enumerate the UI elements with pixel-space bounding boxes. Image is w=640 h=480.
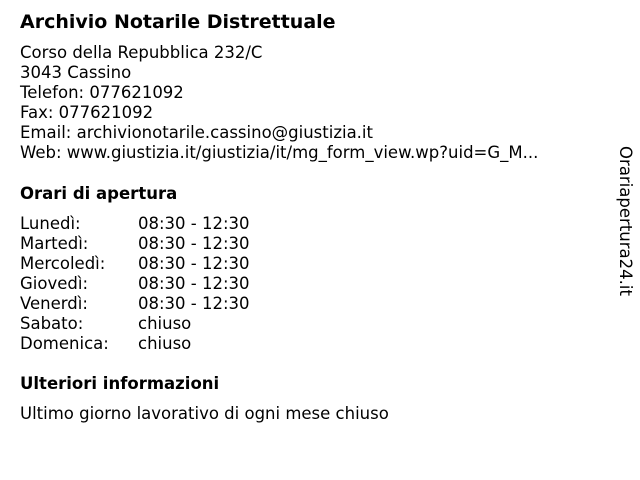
time-value: 08:30 - 12:30	[138, 294, 250, 313]
time-value: 08:30 - 12:30	[138, 254, 250, 273]
day-label: Giovedì:	[20, 274, 88, 293]
day-label: Sabato:	[20, 314, 84, 333]
fax-line: Fax: 077621092	[20, 103, 154, 122]
time-value: 08:30 - 12:30	[138, 234, 250, 253]
day-label: Domenica:	[20, 334, 109, 353]
info-text: Ultimo giorno lavorativo di ogni mese chiuso	[20, 404, 389, 423]
address-line-1: Corso della Repubblica 232/C	[20, 43, 263, 62]
day-label: Venerdì:	[20, 294, 88, 313]
hours-row	[20, 214, 320, 234]
hours-row	[20, 234, 320, 254]
hours-row	[20, 314, 320, 334]
hours-table	[20, 214, 320, 354]
office-name: Archivio Notarile Distrettuale	[20, 11, 336, 33]
hours-row	[20, 254, 320, 274]
side-brand-label[interactable]: Orariapertura24.it	[616, 146, 635, 296]
time-value: 08:30 - 12:30	[138, 274, 250, 293]
hours-row	[20, 294, 320, 314]
time-value: chiuso	[138, 334, 192, 353]
phone-line: Telefon: 077621092	[20, 83, 184, 102]
email-line[interactable]: Email: archivionotarile.cassino@giustizia.it	[20, 123, 373, 142]
day-label: Lunedì:	[20, 214, 81, 233]
time-value: chiuso	[138, 314, 192, 333]
hours-row	[20, 274, 320, 294]
address-line-2: 3043 Cassino	[20, 63, 132, 82]
day-label: Martedì:	[20, 234, 89, 253]
time-value: 08:30 - 12:30	[138, 214, 250, 233]
side-brand-container	[610, 136, 640, 306]
web-line[interactable]: Web: www.giustizia.it/giustizia/it/mg_form_view.wp?uid=G_M...	[20, 143, 539, 162]
contact-block	[20, 43, 538, 163]
hours-title: Orari di apertura	[20, 184, 178, 203]
day-label: Mercoledì:	[20, 254, 106, 273]
info-title: Ulteriori informazioni	[20, 374, 220, 393]
hours-row	[20, 334, 320, 354]
